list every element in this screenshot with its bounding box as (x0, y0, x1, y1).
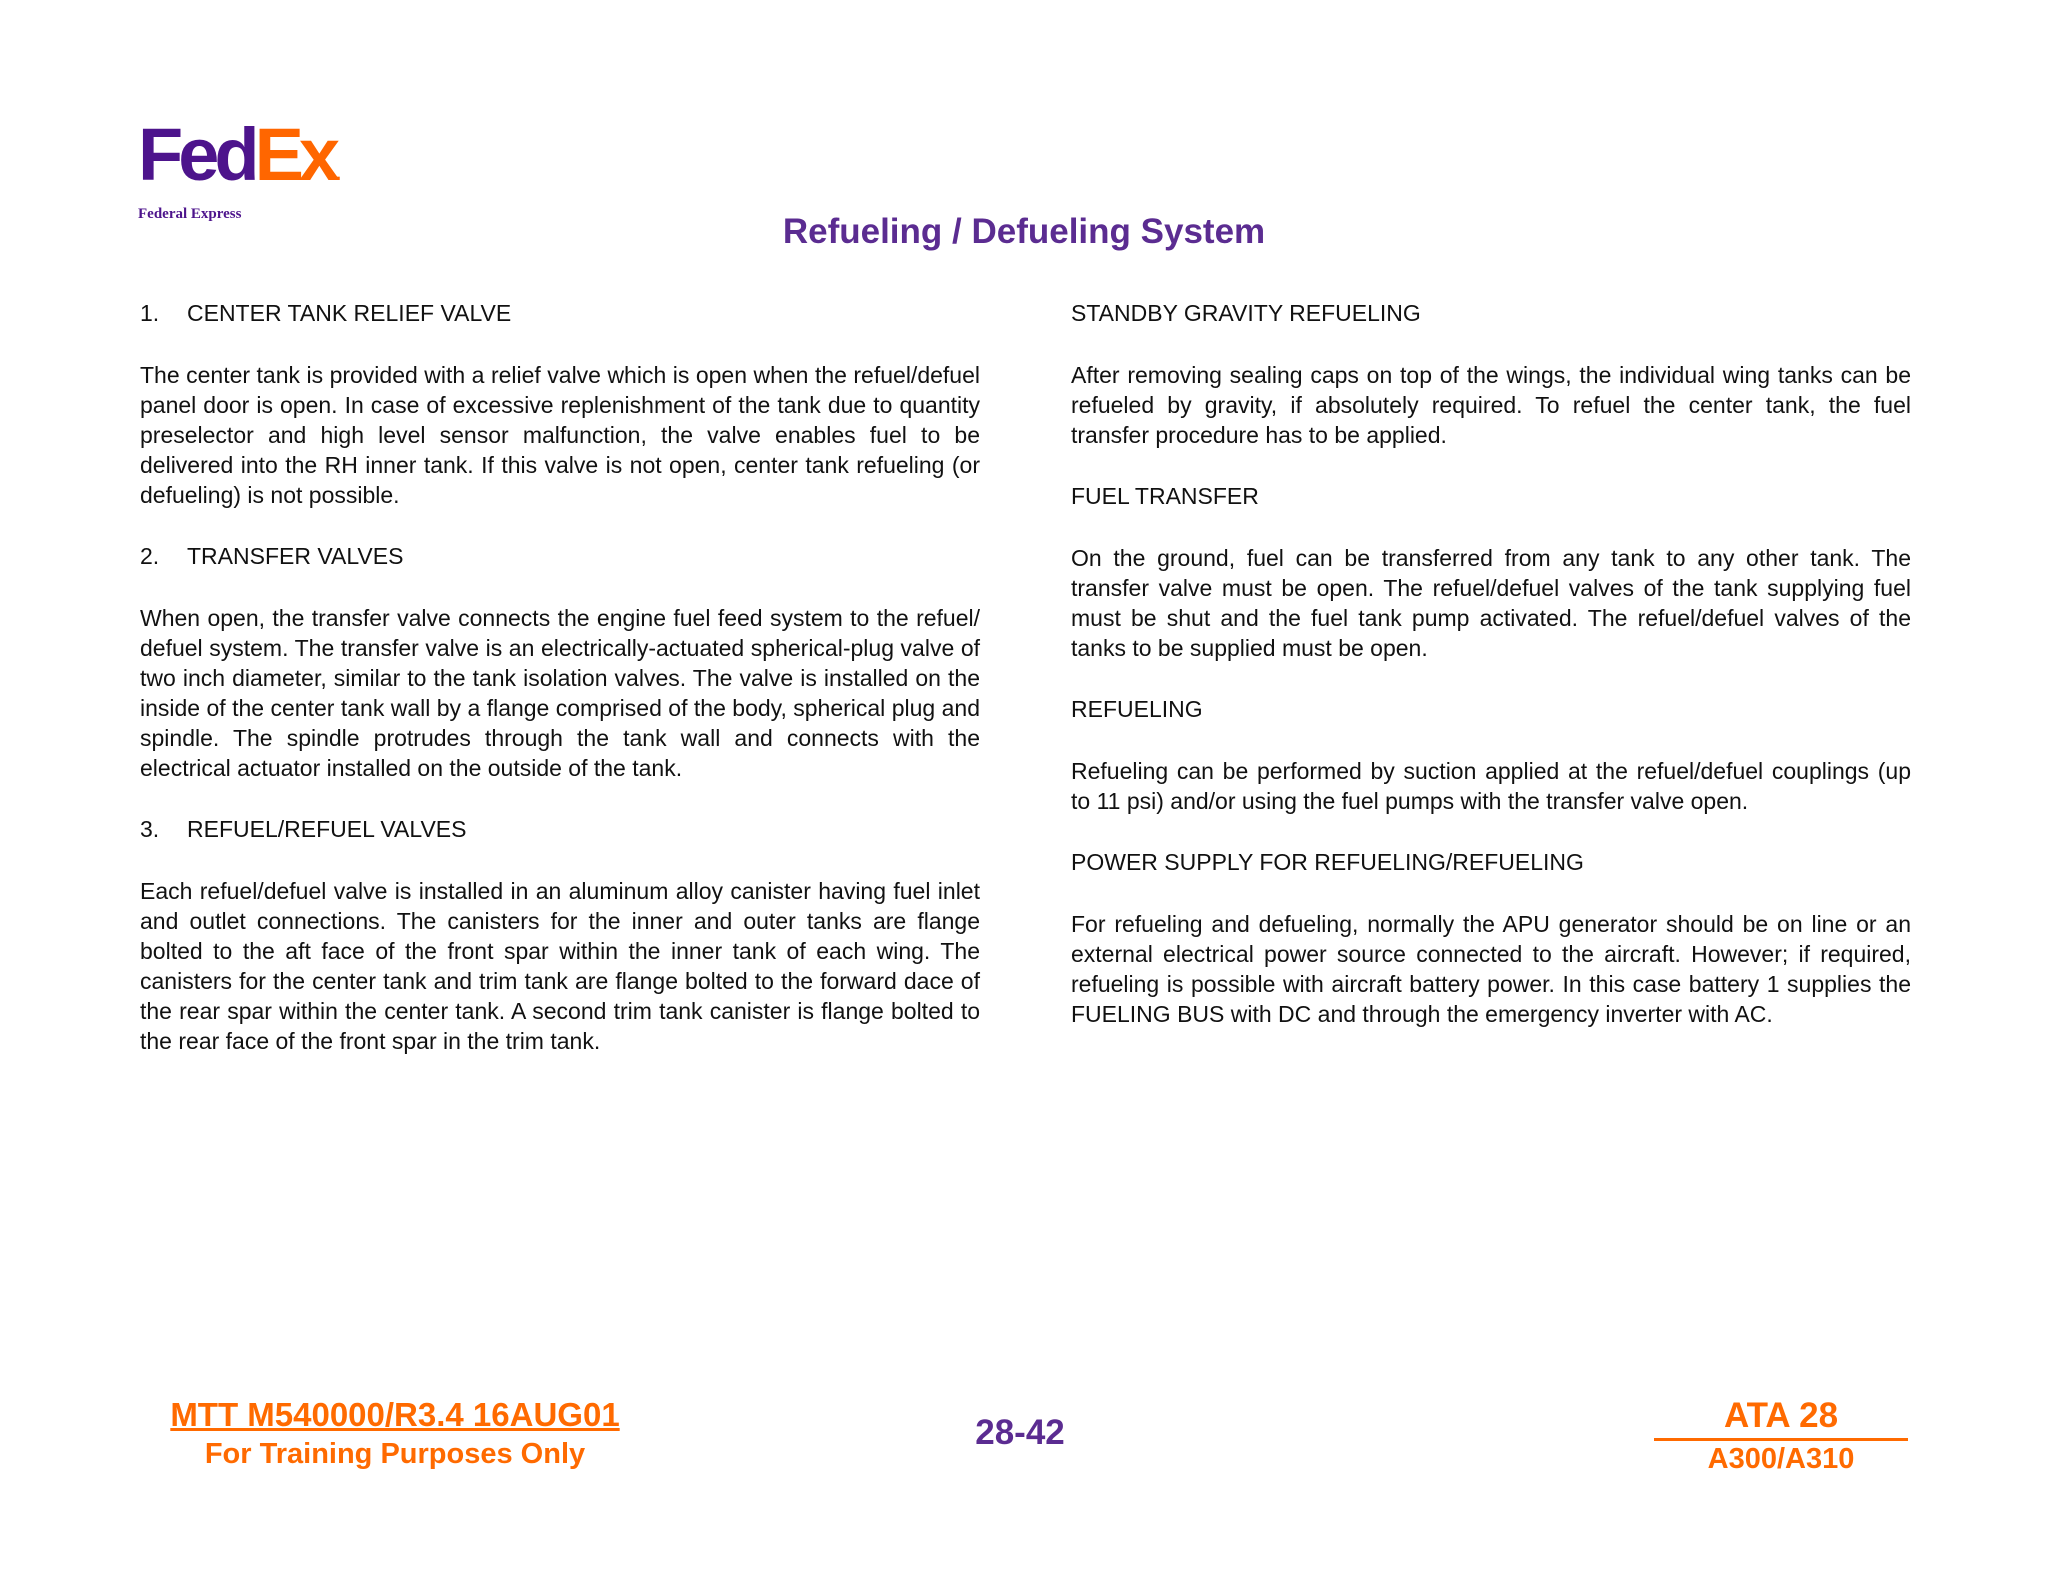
section-heading: POWER SUPPLY FOR REFUELING/REFUELING (1071, 849, 1584, 875)
section-heading: FUEL TRANSFER (1071, 483, 1259, 509)
fedex-logo (138, 113, 358, 222)
section-paragraph: For refueling and defueling, normally the APU generator should be on line or an external electrical power source connected to the aircraft. However; if required, refueling is possible with aircraft battery power. In this case battery 1 supplies the FUELING BUS with DC and through the emergency inverter with AC. (1071, 911, 1911, 1027)
right-column (1071, 298, 1911, 1060)
section-heading: STANDBY GRAVITY REFUELING (1071, 300, 1421, 326)
section-heading: REFUELING (1071, 696, 1203, 722)
section-paragraph: The center tank is provided with a relief valve which is open when the refuel/defuel panel door is open. In case of excessive replenishment of the tank due to quantity preselector and high level sensor malfunction, the valve enables fuel to be delivered into the RH inner tank. If this valve is not open, center tank refueling (or defueling) is not possible. (140, 362, 980, 508)
aircraft-model: A300/A310 (1707, 1443, 1855, 1475)
training-note: For Training Purposes Only (204, 1438, 586, 1470)
footer-ata-block (1654, 1396, 1908, 1476)
ata-chapter: ATA 28 (1654, 1396, 1908, 1441)
section-heading: 1. CENTER TANK RELIEF VALVE (140, 300, 512, 326)
logo-wordmark: FedEx. (138, 113, 342, 196)
section-heading: 3. REFUEL/REFUEL VALVES (140, 816, 467, 842)
left-column (140, 298, 980, 1087)
section-paragraph: On the ground, fuel can be transferred from any tank to any other tank. The transfer valve must be open. The refuel/defuel valves of the tank supplying fuel must be shut and the fuel tank pump activated. The refuel/defuel valves of the tanks to be supplied must be open. (1071, 545, 1911, 661)
page-title: Refueling / Defueling System (782, 212, 1266, 251)
section-paragraph: Each refuel/defuel valve is installed in an aluminum alloy canister having fuel inlet and outlet connections. The canisters for the inner and outer tanks are flange bolted to the aft face of the front spar within the inner tank of each wing. The canisters for the center tank and trim tank are flange bolted to the forward dace of the rear spar within the center tank. A second trim tank canister is flange bolted to the rear face of the front spar in the trim tank. (140, 878, 980, 1054)
page-number: 28-42 (975, 1413, 1065, 1452)
section-paragraph: Refueling can be performed by suction applied at the refuel/defuel couplings (up to 11 psi) and/or using the fuel pumps with the transfer valve open. (1071, 758, 1911, 814)
section-heading: 2. TRANSFER VALVES (140, 543, 404, 569)
logo-subtitle: Federal Express (138, 206, 242, 222)
footer-reference-block (150, 1396, 640, 1471)
section-paragraph: When open, the transfer valve connects the engine fuel feed system to the refuel/ defuel system. The transfer valve is an electrically-actuated spherical-plug valve of two inch diameter, similar to the tank isolation valves. The valve is installed on the inside of the center tank wall by a flange comprised of the body, spherical plug and spindle. The spindle protrudes through the tank wall and connects with the electrical actuator installed on the outside of the tank. (140, 605, 980, 781)
section-paragraph: After removing sealing caps on top of the wings, the individual wing tanks can be refueled by gravity, if absolutely required. To refuel the center tank, the fuel transfer procedure has to be applied. (1071, 362, 1911, 448)
document-reference: MTT M540000/R3.4 16AUG01 (170, 1396, 620, 1433)
